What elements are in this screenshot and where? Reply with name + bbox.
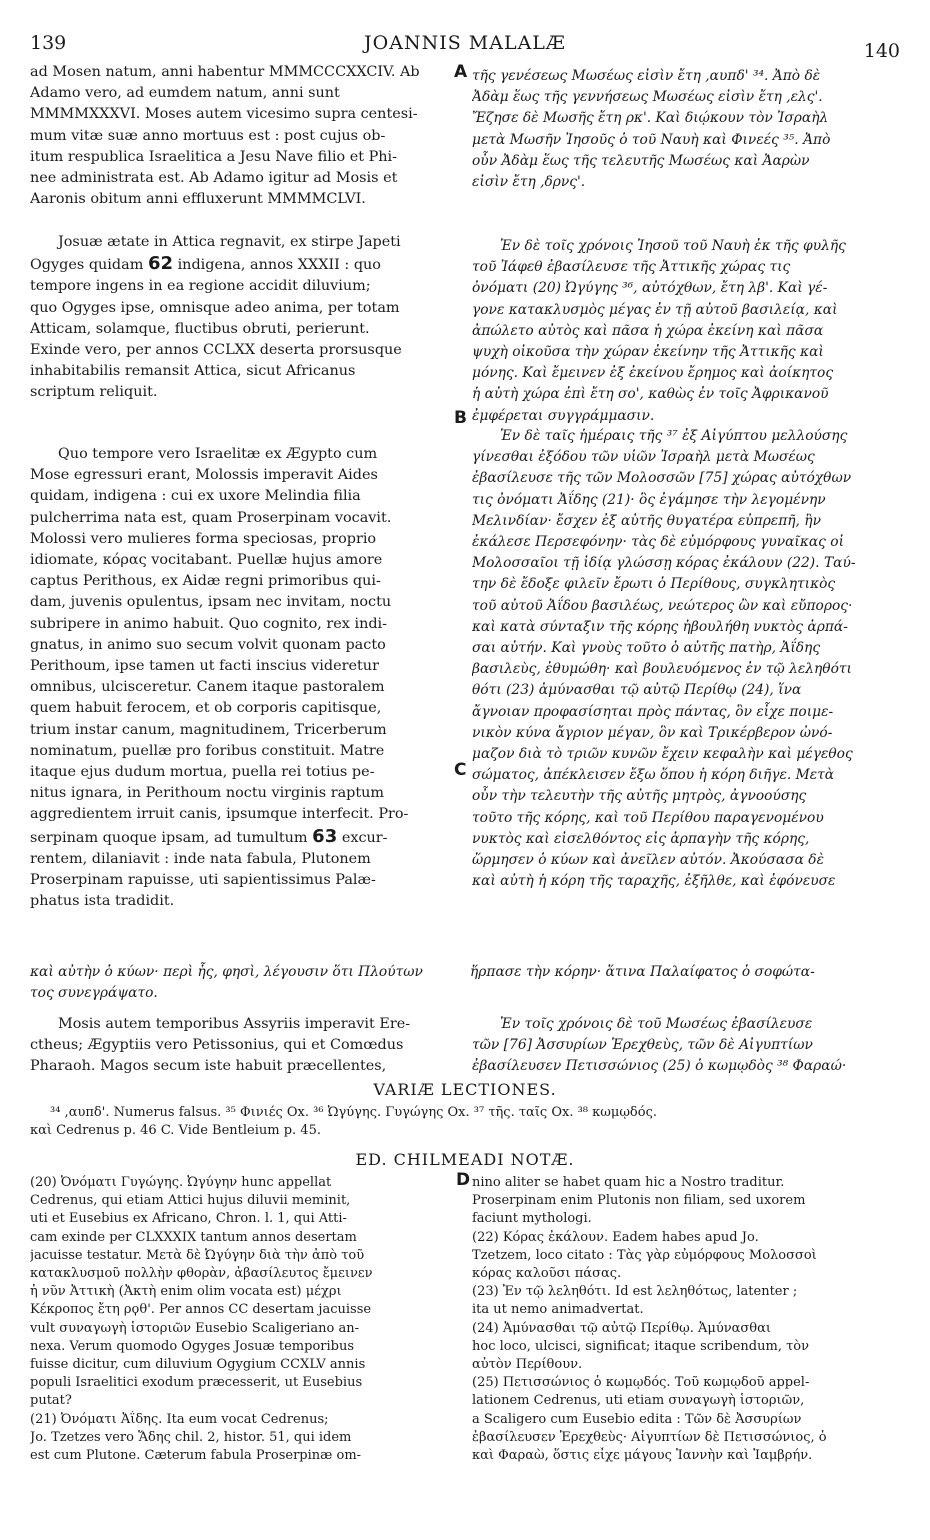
- text-line: ad Mosen natum, anni habentur MMMCCCXXCIV. Ab: [30, 64, 420, 80]
- note-line: Jo. Tzetzes vero Ἅδης chil. 2, histor. 51, qui idem: [30, 1429, 352, 1445]
- note-line: (22) Κόρας ἐκάλουν. Eadem habes apud Jo.: [472, 1229, 759, 1245]
- text-line: μόνης. Καὶ ἔμεινεν ἐξ ἐκείνου ἔρημος καὶ ἀοίκητος: [472, 365, 834, 382]
- text-line: quem habuit ferocem, et ob corporis capitisque,: [30, 700, 382, 717]
- text-line: τοῦ αὐτοῦ Ἀΐδου βασιλέως, νεώτερος ὢν καὶ εὔπορος·: [472, 597, 853, 614]
- text-line: Mosis autem temporibus Assyriis imperavit Ere-: [58, 1016, 411, 1032]
- note-line: putat?: [30, 1393, 72, 1409]
- text-line: Ἔζησε δὲ Μωσῆς ἔτη ρκ'. Καὶ διῴκουν τὸν Ἰσραὴλ: [472, 110, 829, 127]
- greek-block-d: [472, 1014, 904, 1078]
- text-line: dam, juvenis opulentus, ipsam nec invitam, noctu: [30, 594, 392, 611]
- variant-line: καὶ Cedrenus p. 46 C. Vide Bentleium p. 45.: [30, 1123, 321, 1139]
- text-span: καὶ αὐτὴν ὁ κύων· περὶ ἧς, φησὶ, λέγουσιν ὅτι Πλούτων: [30, 964, 423, 980]
- text-line: Aaronis obitum anni effluxerunt MMMMCLVI.: [30, 191, 366, 208]
- text-line: ὥρμησεν ὁ κύων καὶ ἀνεῖλεν αὐτόν. Ἀκούσασα δὲ: [472, 852, 825, 869]
- text-line: Ἀδὰμ ἕως τῆς γεννήσεως Μωσέως εἰσὶν ἔτη ,ελς'.: [472, 89, 823, 106]
- text-line: Ἐν τοῖς χρόνοις δὲ τοῦ Μωσέως ἐβασίλευσε: [500, 1016, 813, 1032]
- text-line: quidam, indigena : cui ex uxore Melindia filia: [30, 488, 361, 505]
- text-line: ctheus; Ægyptiis vero Petissonius, qui et Comœdus: [30, 1037, 404, 1054]
- note-line: (23) Ἐν τῷ λεληθότι. Id est λεληθότως, latenter ;: [472, 1284, 798, 1300]
- text-span: serpinam quoque ipsam, ad tumultum: [30, 829, 308, 846]
- note-line: (25) Πετισσώνιος ὁ κωμῳδός. Τοῦ κωμῳδοῦ appel-: [472, 1375, 810, 1391]
- note-line: Κέκροπος ἔτη ρϙθ'. Per annos CC desertam jacuisse: [30, 1302, 372, 1318]
- text-line: Μελινδίαν· ἔσχεν ἐξ αὐτῆς θυγατέρα εὐπρεπῆ, ἣν: [472, 512, 821, 529]
- notes-left-column: [30, 1174, 450, 1465]
- page-mark-62: 62: [147, 253, 173, 275]
- text-line: omnibus, ulcisceretur. Canem itaque pastoralem: [30, 679, 385, 696]
- text-line: inhabitabilis remansit Attica, sicut Africanus: [30, 363, 356, 380]
- note-line: (24) Ἀμύνασθαι τῷ αὐτῷ Περίθῳ. Ἀμύνασθαι: [472, 1320, 771, 1336]
- right-page-number: 140: [863, 40, 900, 62]
- text-line: mum vitæ suæ anno mortuus est : post cujus ob-: [30, 127, 386, 144]
- note-line: κατακλυσμοῦ πολλὴν φθορὰν, ἀβασίλευτος ἔμεινεν: [30, 1266, 373, 1282]
- note-line: hoc loco, ulcisci, significat; itaque scribendum, τὸν: [472, 1338, 810, 1354]
- note-line: uti et Eusebius ex Africano, Chron. l. 1, qui Atti-: [30, 1211, 347, 1227]
- text-line: γίνεσθαι ἐξόδου τῶν υἱῶν Ἰσραὴλ μετὰ Μωσέως: [472, 449, 815, 466]
- latin-block-c: [30, 444, 452, 912]
- text-line: Ἐν δὲ ταῖς ἡμέραις τῆς ³⁷ ἐξ Αἰγύπτου μελλούσης: [500, 428, 848, 444]
- text-line: μετὰ Μωσῆν Ἰησοῦς ὁ τοῦ Ναυὴ καὶ Φινεές ³⁵. Ἀπὸ: [472, 131, 831, 148]
- text-line: θότι (23) ἀμύνασθαι τῷ αὐτῷ Περίθῳ (24), ἵνα: [472, 682, 802, 699]
- note-line: fuisse dicitur, cum diluvium Ogygium CCXLV annis: [30, 1357, 366, 1373]
- latin-block-b: [30, 232, 452, 404]
- greek-block-a: [472, 66, 904, 193]
- text-line: ἀπώλετο αὐτὸς καὶ πᾶσα ἡ χώρα ἐκείνη καὶ πᾶσα: [472, 322, 824, 339]
- variant-line: ³⁴ ,αυπδ'. Numerus falsus. ³⁵ Φινιές Ox. ³⁶ Ὠγύγης. Γυγώγης Ox. ³⁷ τῆς. ταῖς Ox. ³⁸ κωμῳδός.: [50, 1105, 657, 1120]
- text-line: Pharaoh. Magos secum iste habuit præcellentes,: [30, 1058, 387, 1075]
- note-line: ἡ νῦν Ἀττικὴ (Ἀκτὴ enim olim vocata est) μέχρι: [30, 1284, 342, 1300]
- text-line: οὖν Ἀδὰμ ἕως τῆς τελευτῆς Μωσέως καὶ Ἀαρὼν: [472, 152, 810, 169]
- text-line: τῶν [76] Ἀσσυρίων Ἐρεχθεὺς, τῶν δὲ Αἰγυπτίων: [472, 1037, 813, 1054]
- text-line: τος συνεγράψατο.: [30, 985, 158, 1002]
- text-line: εἰσὶν ἔτη ,δρνς'.: [472, 174, 586, 191]
- text-line: ἐμφέρεται συγγράμμασιν.: [472, 407, 655, 424]
- text-line: [30, 253, 452, 276]
- text-line: Adamo vero, ad eumdem natum, anni sunt: [30, 85, 340, 102]
- note-line: Tzetzem, loco citato : Τὰς γὰρ εὐμόρφους Μολοσσοὶ: [472, 1247, 817, 1263]
- latin-block-a: [30, 62, 452, 210]
- text-line: idiomate, κόρας vocitabant. Puellæ hujus amore: [30, 552, 383, 569]
- text-line: καὶ κατὰ σύνταξιν τῆς κόρης ἠβουλήθη νυκτὸς ἁρπά-: [472, 618, 848, 635]
- note-line: cam exinde per CLXXXIX tantum annos desertam: [30, 1229, 357, 1245]
- text-line: Exinde vero, per annos CCLXX deserta prorsusque: [30, 342, 402, 359]
- section-marker-a: A: [454, 62, 468, 82]
- text-line: τῆς γενέσεως Μωσέως εἰσὶν ἔτη ,αυπδ' ³⁴. Ἀπὸ δὲ: [472, 68, 821, 84]
- text-line: Josuæ ætate in Attica regnavit, ex stirpe Japeti: [58, 234, 401, 250]
- text-line: gnatus, in animo suo secum volvit quonam pacto: [30, 636, 386, 653]
- text-line: τοῦτο τῆς κόρης, καὶ τοῦ Περίθου παραγενομένου: [472, 809, 824, 826]
- text-span: indigena, annos XXXII : quo: [177, 257, 381, 274]
- text-line: MMMMXXXVI. Moses autem vicesimo supra centesi-: [30, 106, 418, 123]
- note-line: a Scaligero cum Eusebio edita : Τῶν δὲ Ἀσσυρίων: [472, 1411, 802, 1427]
- text-line: Ἐν δὲ τοῖς χρόνοις Ἰησοῦ τοῦ Ναυὴ ἐκ τῆς φυλῆς: [500, 238, 846, 254]
- note-line: lationem Cedrenus, uti etiam συναγωγὴ ἱστοριῶν,: [472, 1393, 805, 1409]
- text-line: Proserpinam rapuisse, uti sapientissimus Palæ-: [30, 872, 376, 889]
- text-line: phatus ista tradidit.: [30, 893, 175, 910]
- text-line: nitus ignara, in Perithoum noctu virginis raptum: [30, 785, 385, 802]
- text-line: [30, 962, 900, 983]
- note-line: αὐτὸν Περίθουν.: [472, 1357, 583, 1373]
- text-line: ὀνόματι (20) Ὠγύγης ³⁶, αὐτόχθων, ἔτη λβ'. Καὶ γέ-: [472, 280, 828, 297]
- text-line: γονε κατακλυσμὸς μέγας ἐν τῇ αὐτοῦ βασιλείᾳ, καὶ: [472, 301, 838, 318]
- text-line: Molossi vero mulieres forma speciosas, proprio: [30, 530, 377, 547]
- text-line: καὶ αὐτὴ ἡ κόρη τῆς ταραχῆς, ἐξῆλθε, καὶ ἐφόνευσε: [472, 873, 836, 890]
- text-line: σώματος, ἀπέκλεισεν ἔξω ὅπου ἡ κόρη διῆγε. Μετὰ: [472, 767, 835, 784]
- note-line: ita ut nemo animadvertat.: [472, 1302, 644, 1318]
- text-line: nominatum, puellæ pro foribus constituit. Matre: [30, 742, 385, 759]
- text-line: quo Ogyges ipse, omnisque adeo anima, per totam: [30, 299, 400, 316]
- note-line: καὶ Φαραὼ, ὅστις εἶχε μάγους Ἰαννὴν καὶ Ἰαμβρήν.: [472, 1448, 813, 1464]
- text-line: [30, 826, 452, 849]
- text-line: νικὸν κύνα ἄγριον μέγαν, ὃν καὶ Τρικέρβερον ὠνό-: [472, 724, 833, 741]
- text-line: βασιλεὺς, ἐθυμώθη· καὶ βουλευόμενος ἐν τῷ λεληθότι: [472, 661, 852, 678]
- note-line: Cedrenus, qui etiam Attici hujus diluvii meminit,: [30, 1193, 351, 1209]
- page-header: [30, 32, 900, 62]
- text-line: μαζον διὰ τὸ τριῶν κυνῶν ἔχειν κεφαλὴν καὶ μέγεθος: [472, 746, 853, 763]
- text-line: ἄγνοιαν προφασίσηται πρὸς πάντας, ὃν εἶχε ποιμε-: [472, 703, 834, 720]
- text-line: οὖν τὴν τελευτὴν τῆς αὐτῆς μητρὸς, ἀγνοούσης: [472, 788, 807, 805]
- notes-title: ED. CHILMEADI NOTÆ.: [355, 1150, 575, 1169]
- text-line: Μολοσσαῖοι τῇ ἰδίᾳ γλώσσῃ κόρας ἐκάλουν (22). Ταύ-: [472, 555, 856, 572]
- note-line: jacuisse testatur. Μετὰ δὲ Ὠγύγην διὰ τὴν ἀπὸ τοῦ: [30, 1247, 365, 1263]
- text-line: ἐβασίλευσεν Πετισσώνιος (25) ὁ κωμῳδὸς ³⁸ Φαραώ·: [472, 1058, 847, 1075]
- text-line: tempore ingens in ea regione accidit diluvium;: [30, 278, 371, 295]
- text-line: νυκτὸς καὶ εἰσελθόντος εἰς ἁρπαγὴν τῆς κόρης,: [472, 830, 810, 847]
- left-page-number: 139: [30, 32, 67, 54]
- text-line: trium instar canum, magnitudinem, Tricerberum: [30, 721, 387, 738]
- text-line: aggredientem irruit canis, ipsumque interfecit. Pro-: [30, 806, 409, 823]
- text-line: Quo tempore vero Israelitæ ex Ægypto cum: [58, 446, 378, 462]
- text-line: ἡ αὐτὴ χώρα ἐπὶ ἔτη σο', καθὼς ἐν τοῖς Ἀφρικανοῦ: [472, 386, 829, 403]
- note-line: est cum Plutone. Cæterum fabula Proserpinæ om-: [30, 1448, 362, 1464]
- variae-lectiones-title: VARIÆ LECTIONES.: [373, 1080, 557, 1099]
- text-line: pulcherrima nata est, quam Proserpinam vocavit.: [30, 509, 392, 526]
- text-line: τοῦ Ἰάφεθ ἐβασίλευσε τῆς Ἀττικῆς χώρας τις: [472, 259, 791, 276]
- text-line: nee administrata est. Ab Adamo igitur ad Mosis et: [30, 170, 398, 187]
- text-line: rentem, dilaniavit : inde nata fabula, Plutonem: [30, 850, 371, 867]
- notes-right-column: [472, 1174, 900, 1465]
- latin-block-d: [30, 1014, 452, 1078]
- text-line: ψυχὴ οἰκοῦσα τὴν χώραν ἐκείνην τῆς Ἀττικῆς καὶ: [472, 344, 824, 361]
- greek-block-c: [472, 426, 904, 892]
- note-line: (20) Ὀνόματι Γυγώγης. Ὠγύγην hunc appellat: [30, 1175, 332, 1190]
- note-line: ἐβασίλευσεν Ἐρεχθεὺς· Αἰγυπτίων δὲ Πετισσώνιος, ὁ: [472, 1429, 827, 1445]
- text-span: excur-: [341, 829, 388, 846]
- text-line: Perithoum, ipse tamen ut facti inscius videretur: [30, 658, 379, 675]
- greek-block-b: [472, 236, 904, 427]
- spanning-line: [30, 962, 900, 1004]
- text-line: σαι αὐτήν. Καὶ γνοὺς τοῦτο ὁ αὐτῆς πατὴρ, Ἀΐδης: [472, 640, 821, 657]
- section-marker-b: B: [454, 408, 467, 428]
- page-mark-63: 63: [312, 825, 338, 847]
- note-line: (21) Ὀνόματι Ἀΐδης. Ita eum vocat Cedrenus;: [30, 1411, 329, 1427]
- note-line: κόρας καλοῦσι πάσας.: [472, 1266, 622, 1282]
- text-line: itaque ejus dudum mortua, puella rei totius pe-: [30, 764, 375, 781]
- note-line: faciunt mythologi.: [472, 1211, 592, 1227]
- text-span: ἥρπασε τὴν κόρην· ἅτινα Παλαίφατος ὁ σοφώτα-: [470, 964, 815, 980]
- text-line: subripere in animo habuit. Quo cognito, rex indi-: [30, 615, 388, 632]
- section-marker-d: D: [456, 1170, 471, 1190]
- text-span: Ogyges quidam: [30, 257, 144, 274]
- text-line: ἐκάλεσε Περσεφόνην· τὰς δὲ εὐμόρφους γυναῖκας οἱ: [472, 534, 845, 551]
- running-title: JOANNIS MALALÆ: [364, 32, 566, 54]
- text-line: τις ὀνόματι Ἀΐδης (21)· ὃς ἐγάμησε τὴν λεγομένην: [472, 491, 826, 508]
- text-line: captus Perithous, ex Aidæ regni primoribus qui-: [30, 573, 381, 590]
- section-marker-c: C: [454, 760, 467, 780]
- note-line: vult συναγωγὴ ἱστοριῶν Eusebio Scaligeriano an-: [30, 1320, 360, 1336]
- note-line: nexa. Verum quomodo Ogyges Josuæ temporibus: [30, 1338, 355, 1354]
- text-line: ἐβασίλευσε τῆς τῶν Μολοσσῶν [75] χώρας αὐτόχθων: [472, 470, 852, 487]
- text-line: Mose egressuri erant, Molossis imperavit Aides: [30, 467, 378, 484]
- text-line: itum respublica Israelitica a Jesu Nave filio et Phi-: [30, 148, 398, 165]
- text-line: την δὲ ἔδοξε φιλεῖν ἔρωτι ὁ Περίθους, συγκλητικὸς: [472, 576, 836, 593]
- variae-lectiones: [30, 1104, 900, 1140]
- note-line: populi Israelitici exodum præcesserit, ut Eusebius: [30, 1375, 363, 1391]
- note-line: nino aliter se habet quam hic a Nostro traditur.: [472, 1175, 785, 1190]
- text-line: Atticam, solamque, fluctibus obruti, perierunt.: [30, 320, 370, 337]
- text-line: scriptum reliquit.: [30, 384, 158, 401]
- note-line: Proserpinam enim Plutonis non filiam, sed uxorem: [472, 1193, 806, 1209]
